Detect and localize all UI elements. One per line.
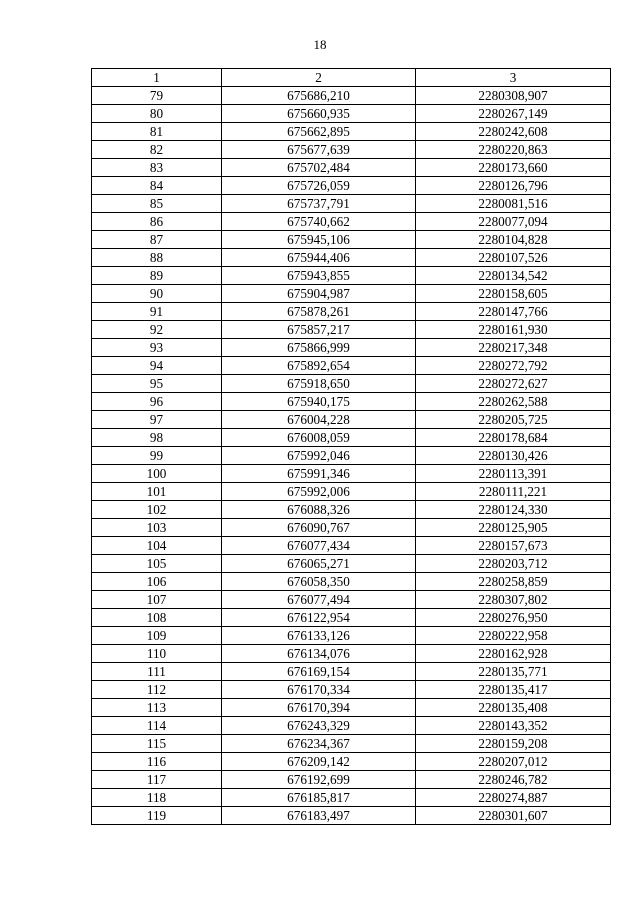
table-row (92, 483, 611, 501)
y-coordinate-cell: 2280143,352 (416, 717, 611, 735)
x-coordinate-cell: 676234,367 (222, 735, 416, 753)
x-coordinate-cell: 675660,935 (222, 105, 416, 123)
y-coordinate-cell: 2280104,828 (416, 231, 611, 249)
point-number-cell: 86 (92, 213, 222, 231)
point-number-cell: 110 (92, 645, 222, 663)
x-coordinate-cell: 675945,106 (222, 231, 416, 249)
table-row (92, 627, 611, 645)
x-coordinate-cell: 675702,484 (222, 159, 416, 177)
y-coordinate-cell: 2280242,608 (416, 123, 611, 141)
table-row (92, 699, 611, 717)
x-coordinate-cell: 675944,406 (222, 249, 416, 267)
y-coordinate-cell: 2280308,907 (416, 87, 611, 105)
point-number-cell: 88 (92, 249, 222, 267)
table-row (92, 609, 611, 627)
point-number-cell: 115 (92, 735, 222, 753)
y-coordinate-cell: 2280135,408 (416, 699, 611, 717)
x-coordinate-cell: 675677,639 (222, 141, 416, 159)
point-number-cell: 119 (92, 807, 222, 825)
table-row (92, 213, 611, 231)
y-coordinate-cell: 2280162,928 (416, 645, 611, 663)
table-row (92, 429, 611, 447)
point-number-cell: 106 (92, 573, 222, 591)
y-coordinate-cell: 2280220,863 (416, 141, 611, 159)
table-row (92, 303, 611, 321)
table-row (92, 771, 611, 789)
point-number-cell: 112 (92, 681, 222, 699)
table-row (92, 231, 611, 249)
y-coordinate-cell: 2280205,725 (416, 411, 611, 429)
column-header-2: 2 (222, 69, 416, 87)
y-coordinate-cell: 2280147,766 (416, 303, 611, 321)
table-row (92, 753, 611, 771)
y-coordinate-cell: 2280111,221 (416, 483, 611, 501)
table-row (92, 105, 611, 123)
table-row (92, 681, 611, 699)
y-coordinate-cell: 2280161,930 (416, 321, 611, 339)
table-row (92, 285, 611, 303)
point-number-cell: 95 (92, 375, 222, 393)
point-number-cell: 111 (92, 663, 222, 681)
table-body (92, 87, 611, 825)
point-number-cell: 89 (92, 267, 222, 285)
y-coordinate-cell: 2280307,802 (416, 591, 611, 609)
point-number-cell: 82 (92, 141, 222, 159)
x-coordinate-cell: 675992,006 (222, 483, 416, 501)
x-coordinate-cell: 675904,987 (222, 285, 416, 303)
x-coordinate-cell: 676209,142 (222, 753, 416, 771)
y-coordinate-cell: 2280107,526 (416, 249, 611, 267)
x-coordinate-cell: 676058,350 (222, 573, 416, 591)
y-coordinate-cell: 2280258,859 (416, 573, 611, 591)
point-number-cell: 118 (92, 789, 222, 807)
table-row (92, 573, 611, 591)
x-coordinate-cell: 676185,817 (222, 789, 416, 807)
table-row (92, 321, 611, 339)
y-coordinate-cell: 2280301,607 (416, 807, 611, 825)
table-row (92, 501, 611, 519)
point-number-cell: 107 (92, 591, 222, 609)
table-row (92, 789, 611, 807)
y-coordinate-cell: 2280126,796 (416, 177, 611, 195)
y-coordinate-cell: 2280113,391 (416, 465, 611, 483)
y-coordinate-cell: 2280267,149 (416, 105, 611, 123)
table-row (92, 357, 611, 375)
x-coordinate-cell: 676065,271 (222, 555, 416, 573)
point-number-cell: 103 (92, 519, 222, 537)
table-row (92, 87, 611, 105)
x-coordinate-cell: 675940,175 (222, 393, 416, 411)
point-number-cell: 117 (92, 771, 222, 789)
coordinates-table (91, 68, 611, 825)
x-coordinate-cell: 676004,228 (222, 411, 416, 429)
x-coordinate-cell: 676090,767 (222, 519, 416, 537)
point-number-cell: 109 (92, 627, 222, 645)
x-coordinate-cell: 675866,999 (222, 339, 416, 357)
x-coordinate-cell: 675991,346 (222, 465, 416, 483)
x-coordinate-cell: 675686,210 (222, 87, 416, 105)
x-coordinate-cell: 676170,334 (222, 681, 416, 699)
table-row (92, 465, 611, 483)
y-coordinate-cell: 2280203,712 (416, 555, 611, 573)
point-number-cell: 108 (92, 609, 222, 627)
table-row (92, 393, 611, 411)
y-coordinate-cell: 2280207,012 (416, 753, 611, 771)
point-number-cell: 98 (92, 429, 222, 447)
y-coordinate-cell: 2280272,792 (416, 357, 611, 375)
y-coordinate-cell: 2280158,605 (416, 285, 611, 303)
y-coordinate-cell: 2280135,417 (416, 681, 611, 699)
x-coordinate-cell: 676192,699 (222, 771, 416, 789)
point-number-cell: 94 (92, 357, 222, 375)
y-coordinate-cell: 2280130,426 (416, 447, 611, 465)
x-coordinate-cell: 675992,046 (222, 447, 416, 465)
x-coordinate-cell: 675892,654 (222, 357, 416, 375)
point-number-cell: 116 (92, 753, 222, 771)
x-coordinate-cell: 676077,434 (222, 537, 416, 555)
point-number-cell: 92 (92, 321, 222, 339)
table-row (92, 267, 611, 285)
table-row (92, 123, 611, 141)
point-number-cell: 90 (92, 285, 222, 303)
y-coordinate-cell: 2280134,542 (416, 267, 611, 285)
table-row (92, 717, 611, 735)
point-number-cell: 97 (92, 411, 222, 429)
table-row (92, 375, 611, 393)
y-coordinate-cell: 2280217,348 (416, 339, 611, 357)
y-coordinate-cell: 2280077,094 (416, 213, 611, 231)
table-header-row (92, 69, 611, 87)
point-number-cell: 105 (92, 555, 222, 573)
table-row (92, 645, 611, 663)
table-row (92, 159, 611, 177)
y-coordinate-cell: 2280262,588 (416, 393, 611, 411)
table-row (92, 735, 611, 753)
point-number-cell: 93 (92, 339, 222, 357)
point-number-cell: 87 (92, 231, 222, 249)
point-number-cell: 114 (92, 717, 222, 735)
point-number-cell: 81 (92, 123, 222, 141)
point-number-cell: 113 (92, 699, 222, 717)
y-coordinate-cell: 2280178,684 (416, 429, 611, 447)
table-row (92, 537, 611, 555)
x-coordinate-cell: 676183,497 (222, 807, 416, 825)
x-coordinate-cell: 676243,329 (222, 717, 416, 735)
point-number-cell: 104 (92, 537, 222, 555)
table-row (92, 177, 611, 195)
x-coordinate-cell: 676088,326 (222, 501, 416, 519)
y-coordinate-cell: 2280173,660 (416, 159, 611, 177)
point-number-cell: 80 (92, 105, 222, 123)
y-coordinate-cell: 2280135,771 (416, 663, 611, 681)
point-number-cell: 99 (92, 447, 222, 465)
y-coordinate-cell: 2280159,208 (416, 735, 611, 753)
x-coordinate-cell: 676008,059 (222, 429, 416, 447)
point-number-cell: 79 (92, 87, 222, 105)
table-row (92, 591, 611, 609)
x-coordinate-cell: 675943,855 (222, 267, 416, 285)
table-row (92, 141, 611, 159)
x-coordinate-cell: 676122,954 (222, 609, 416, 627)
x-coordinate-cell: 675857,217 (222, 321, 416, 339)
y-coordinate-cell: 2280081,516 (416, 195, 611, 213)
x-coordinate-cell: 676170,394 (222, 699, 416, 717)
column-header-3: 3 (416, 69, 611, 87)
table-row (92, 447, 611, 465)
x-coordinate-cell: 676134,076 (222, 645, 416, 663)
table-row (92, 411, 611, 429)
y-coordinate-cell: 2280246,782 (416, 771, 611, 789)
y-coordinate-cell: 2280276,950 (416, 609, 611, 627)
x-coordinate-cell: 675737,791 (222, 195, 416, 213)
point-number-cell: 101 (92, 483, 222, 501)
point-number-cell: 96 (92, 393, 222, 411)
table-row (92, 555, 611, 573)
column-header-1: 1 (92, 69, 222, 87)
y-coordinate-cell: 2280157,673 (416, 537, 611, 555)
table-row (92, 519, 611, 537)
point-number-cell: 85 (92, 195, 222, 213)
point-number-cell: 84 (92, 177, 222, 195)
point-number-cell: 83 (92, 159, 222, 177)
table-row (92, 663, 611, 681)
x-coordinate-cell: 676077,494 (222, 591, 416, 609)
x-coordinate-cell: 675726,059 (222, 177, 416, 195)
point-number-cell: 102 (92, 501, 222, 519)
x-coordinate-cell: 675918,650 (222, 375, 416, 393)
y-coordinate-cell: 2280274,887 (416, 789, 611, 807)
y-coordinate-cell: 2280125,905 (416, 519, 611, 537)
x-coordinate-cell: 676169,154 (222, 663, 416, 681)
x-coordinate-cell: 676133,126 (222, 627, 416, 645)
table-row (92, 807, 611, 825)
point-number-cell: 100 (92, 465, 222, 483)
point-number-cell: 91 (92, 303, 222, 321)
x-coordinate-cell: 675662,895 (222, 123, 416, 141)
page-number: 18 (313, 37, 327, 52)
y-coordinate-cell: 2280222,958 (416, 627, 611, 645)
x-coordinate-cell: 675878,261 (222, 303, 416, 321)
y-coordinate-cell: 2280272,627 (416, 375, 611, 393)
table-row (92, 195, 611, 213)
x-coordinate-cell: 675740,662 (222, 213, 416, 231)
table-row (92, 249, 611, 267)
table-row (92, 339, 611, 357)
y-coordinate-cell: 2280124,330 (416, 501, 611, 519)
